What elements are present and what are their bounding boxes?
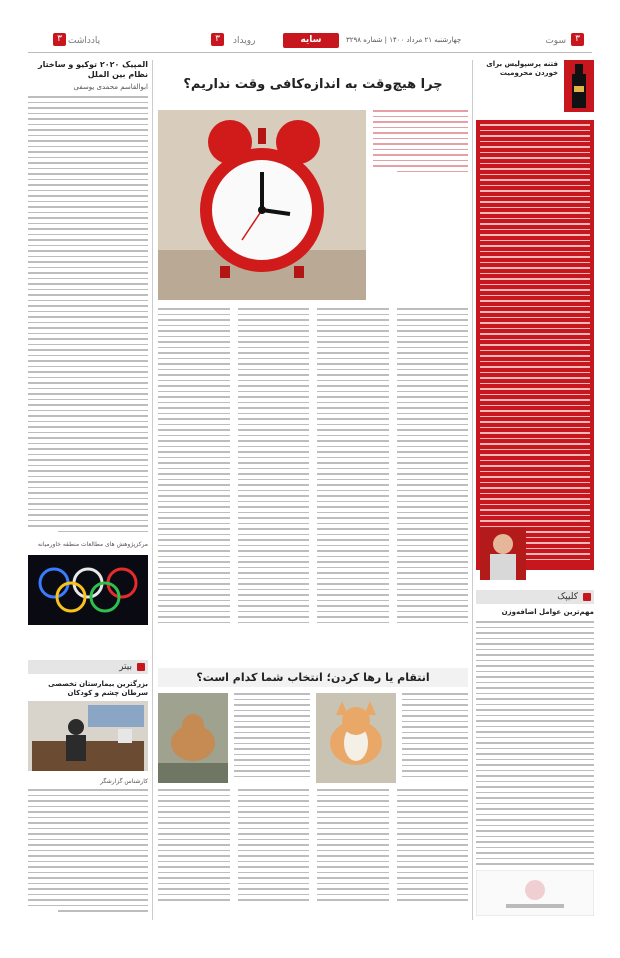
- second-article-body: [158, 789, 468, 905]
- cat-image-2: [158, 693, 228, 783]
- left-lower-body: [28, 789, 148, 912]
- kiosk-title: مهم‌ترین عوامل اضافه‌وزن: [501, 608, 594, 616]
- left-article-title: المپیک ۲۰۲۰ توکیو و ساختار نظام بین الملل: [38, 60, 148, 79]
- left-lower-article: [28, 680, 148, 915]
- left-article-footer: مرکزپژوهش های مطالعات منطقه خاورمیانه: [37, 541, 148, 548]
- second-article-text-mid: [234, 693, 310, 783]
- second-headline: انتقام یا رها کردن؛ انتخاب شما کدام است؟: [158, 668, 468, 687]
- left-article-body: [28, 96, 148, 536]
- right-article-body: [476, 120, 594, 570]
- left-lower-section-label: بیتر: [119, 662, 132, 672]
- left-lower-title: بزرگترین بیمارستان تخصصی سرطان چشم و کودکان: [48, 680, 148, 697]
- right-article-title: فتنه پرسپولیس برای خوردن محرومیت: [486, 60, 558, 77]
- kiosk-section-head: [476, 590, 594, 604]
- page-number-badge-mid: ۳: [211, 33, 224, 46]
- right-column: [476, 60, 594, 580]
- page-header: [28, 30, 592, 53]
- main-headline: چرا هیچ‌وقت به اندازه‌کافی وقت نداریم؟: [183, 77, 443, 92]
- office-photo: [28, 701, 148, 771]
- page-number-badge: ۳: [571, 33, 584, 46]
- perspolis-bottle-image: [564, 60, 594, 112]
- second-article-text-right: [402, 693, 468, 783]
- main-article: [158, 60, 468, 660]
- section-label-event: رویداد: [233, 36, 256, 46]
- section-label-sport: سوت: [545, 36, 566, 46]
- kiosk-section-label: کلیپک: [557, 592, 578, 602]
- coach-photo: [480, 528, 526, 580]
- left-lower-section-head: [28, 660, 148, 674]
- olympic-rings-image: [28, 555, 148, 625]
- main-intro-text: [373, 110, 468, 176]
- kiosk-article: [476, 608, 594, 918]
- left-article-byline: ابوالقاسم محمدی یوسفی: [73, 83, 148, 91]
- second-article: [158, 668, 468, 923]
- cat-image: [316, 693, 396, 783]
- kiosk-body: [476, 621, 594, 866]
- alarm-clock-image: [158, 110, 366, 300]
- left-column: [28, 60, 148, 640]
- dateline: چهارشنبه ۲۱ مرداد ۱۴۰۰ | شماره ۳۲۹۸: [346, 36, 462, 44]
- section-label-notes: یادداشت: [68, 36, 101, 46]
- kiosk-ad-image: [476, 870, 594, 916]
- newspaper-logo: سایه: [283, 33, 339, 48]
- page-number-badge-left: ۳: [53, 33, 66, 46]
- left-lower-caption: کارشناس گزارشگر: [100, 778, 148, 785]
- main-body-text: [158, 308, 468, 653]
